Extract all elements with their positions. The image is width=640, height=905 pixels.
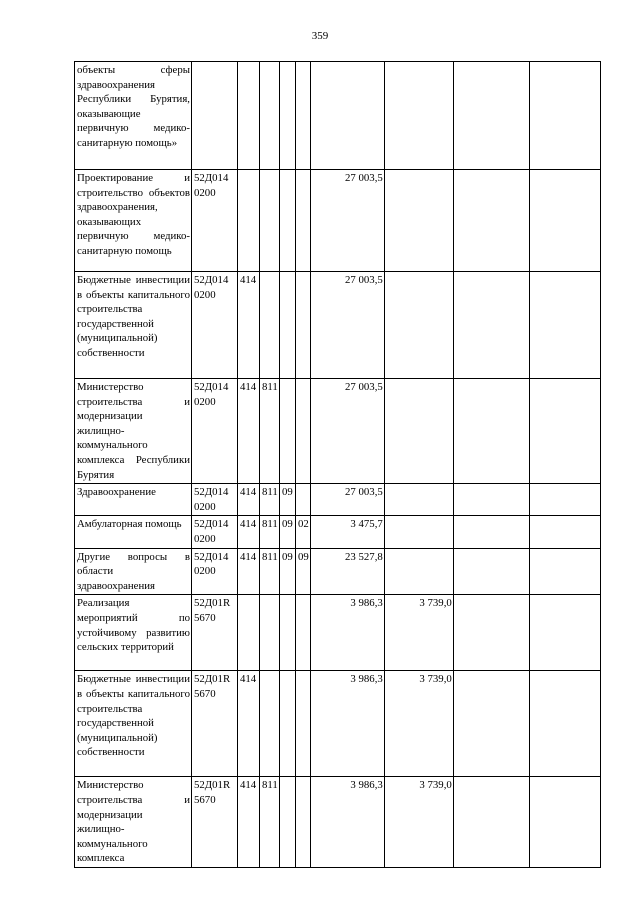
row-name-cell: Проектирование и строительство объектов здравоохранения, оказывающих первичную медико-санитарную помощь <box>75 170 192 272</box>
row-name-cell: Министерство строительства и модернизации жилищно-коммунального комплекса Республики Бурятия <box>75 379 192 484</box>
vr-cell <box>238 62 260 170</box>
table-row <box>75 379 601 484</box>
csr-cell: 52Д014 0200 <box>192 170 238 272</box>
csr-cell: 52Д014 0200 <box>192 548 238 595</box>
table-row <box>75 170 601 272</box>
sum-cell-2 <box>384 379 453 484</box>
sum-cell-2: 3 739,0 <box>384 595 453 671</box>
sum-cell-1 <box>310 62 384 170</box>
table-row <box>75 516 601 548</box>
grbs-cell <box>260 170 280 272</box>
sum-cell-1: 27 003,5 <box>310 379 384 484</box>
sum-cell-1: 23 527,8 <box>310 548 384 595</box>
sum-cell-3 <box>453 548 529 595</box>
vr-cell: 414 <box>238 516 260 548</box>
sum-cell-2: 3 739,0 <box>384 671 453 777</box>
rz-cell: 09 <box>280 516 296 548</box>
csr-cell: 52Д014 0200 <box>192 516 238 548</box>
sum-cell-4 <box>529 379 600 484</box>
pr-cell <box>296 671 311 777</box>
table-row <box>75 272 601 379</box>
sum-cell-3 <box>453 777 529 868</box>
grbs-cell: 811 <box>260 548 280 595</box>
vr-cell <box>238 595 260 671</box>
row-name-cell: Министерство строительства и модернизации жилищно-коммунального комплекса <box>75 777 192 868</box>
sum-cell-4 <box>529 777 600 868</box>
row-name-cell: Бюджетные инвестиции в объекты капитального строительства государственной (муниципальной) собственности <box>75 671 192 777</box>
row-name-cell: Бюджетные инвестиции в объекты капитального строительства государственной (муниципальной) собственности <box>75 272 192 379</box>
table-row <box>75 595 601 671</box>
sum-cell-1: 27 003,5 <box>310 170 384 272</box>
rz-cell <box>280 595 296 671</box>
sum-cell-4 <box>529 170 600 272</box>
sum-cell-1: 3 986,3 <box>310 595 384 671</box>
pr-cell: 02 <box>296 516 311 548</box>
rz-cell: 09 <box>280 484 296 516</box>
row-name-cell: Другие вопросы в области здравоохранения <box>75 548 192 595</box>
pr-cell: 09 <box>296 548 311 595</box>
sum-cell-3 <box>453 62 529 170</box>
grbs-cell <box>260 671 280 777</box>
sum-cell-1: 3 986,3 <box>310 777 384 868</box>
row-name-cell: объекты сферы здравоохранения Республики Бурятия, оказывающие первичную медико-санитарную помощь» <box>75 62 192 170</box>
pr-cell <box>296 595 311 671</box>
csr-cell: 52Д01R 5670 <box>192 595 238 671</box>
rz-cell <box>280 379 296 484</box>
rz-cell: 09 <box>280 548 296 595</box>
rz-cell <box>280 272 296 379</box>
csr-cell: 52Д01R 5670 <box>192 671 238 777</box>
table-row <box>75 671 601 777</box>
pr-cell <box>296 62 311 170</box>
grbs-cell <box>260 62 280 170</box>
vr-cell <box>238 170 260 272</box>
row-name-cell: Реализация мероприятий по устойчивому развитию сельских территорий <box>75 595 192 671</box>
table-row <box>75 62 601 170</box>
vr-cell: 414 <box>238 671 260 777</box>
sum-cell-2 <box>384 272 453 379</box>
sum-cell-4 <box>529 272 600 379</box>
csr-cell: 52Д01R 5670 <box>192 777 238 868</box>
sum-cell-3 <box>453 516 529 548</box>
sum-cell-1: 27 003,5 <box>310 484 384 516</box>
sum-cell-3 <box>453 484 529 516</box>
sum-cell-4 <box>529 671 600 777</box>
table-row <box>75 548 601 595</box>
csr-cell: 52Д014 0200 <box>192 379 238 484</box>
sum-cell-4 <box>529 62 600 170</box>
sum-cell-1: 27 003,5 <box>310 272 384 379</box>
grbs-cell <box>260 595 280 671</box>
rz-cell <box>280 170 296 272</box>
sum-cell-4 <box>529 548 600 595</box>
grbs-cell: 811 <box>260 516 280 548</box>
sum-cell-1: 3 475,7 <box>310 516 384 548</box>
row-name-cell: Амбулаторная помощь <box>75 516 192 548</box>
sum-cell-3 <box>453 272 529 379</box>
rz-cell <box>280 671 296 777</box>
grbs-cell: 811 <box>260 484 280 516</box>
grbs-cell: 811 <box>260 777 280 868</box>
pr-cell <box>296 272 311 379</box>
vr-cell: 414 <box>238 272 260 379</box>
sum-cell-1: 3 986,3 <box>310 671 384 777</box>
vr-cell: 414 <box>238 777 260 868</box>
vr-cell: 414 <box>238 379 260 484</box>
csr-cell: 52Д014 0200 <box>192 484 238 516</box>
sum-cell-4 <box>529 595 600 671</box>
row-name-cell: Здравоохранение <box>75 484 192 516</box>
table-row <box>75 484 601 516</box>
pr-cell <box>296 777 311 868</box>
grbs-cell: 811 <box>260 379 280 484</box>
sum-cell-3 <box>453 170 529 272</box>
sum-cell-3 <box>453 595 529 671</box>
csr-cell: 52Д014 0200 <box>192 272 238 379</box>
sum-cell-4 <box>529 516 600 548</box>
sum-cell-2 <box>384 62 453 170</box>
grbs-cell <box>260 272 280 379</box>
sum-cell-3 <box>453 379 529 484</box>
sum-cell-3 <box>453 671 529 777</box>
sum-cell-2 <box>384 484 453 516</box>
rz-cell <box>280 62 296 170</box>
vr-cell: 414 <box>238 548 260 595</box>
budget-table <box>74 61 601 868</box>
sum-cell-4 <box>529 484 600 516</box>
pr-cell <box>296 170 311 272</box>
sum-cell-2 <box>384 516 453 548</box>
sum-cell-2 <box>384 548 453 595</box>
page-number: 359 <box>311 30 329 42</box>
rz-cell <box>280 777 296 868</box>
pr-cell <box>296 379 311 484</box>
sum-cell-2: 3 739,0 <box>384 777 453 868</box>
vr-cell: 414 <box>238 484 260 516</box>
sum-cell-2 <box>384 170 453 272</box>
table-row <box>75 777 601 868</box>
pr-cell <box>296 484 311 516</box>
csr-cell <box>192 62 238 170</box>
